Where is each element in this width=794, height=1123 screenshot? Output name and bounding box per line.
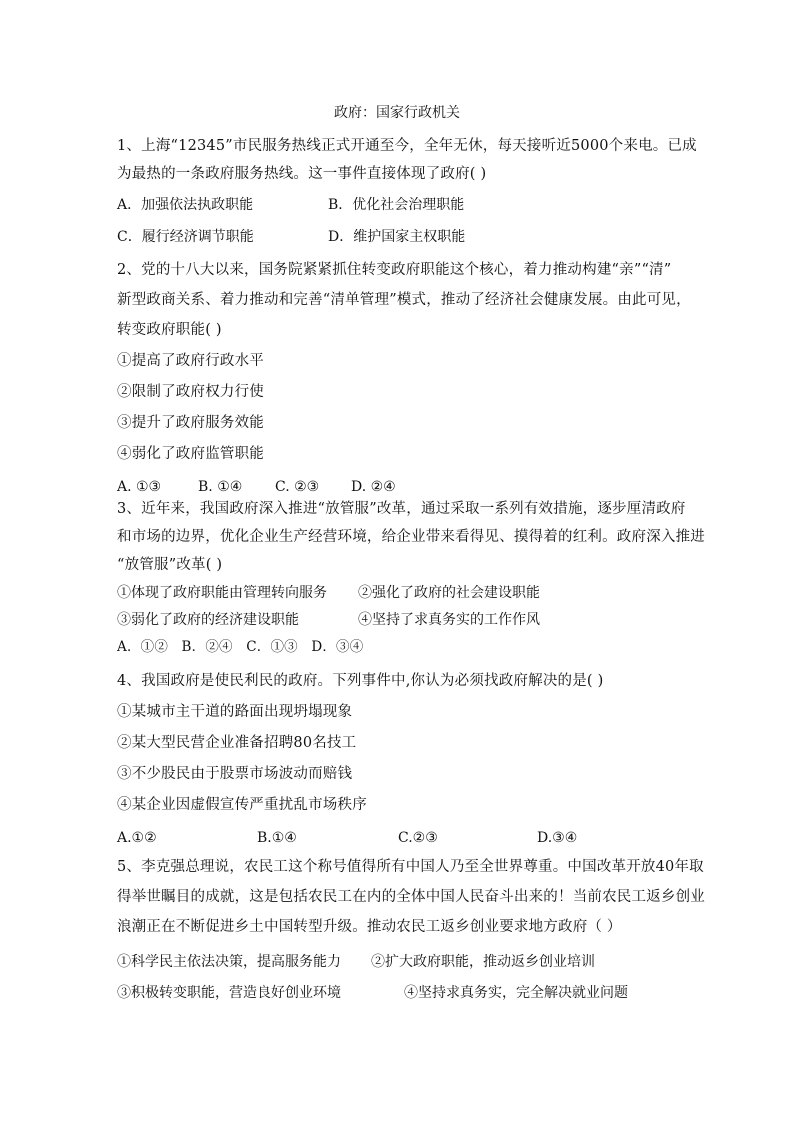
q1-option-a: A．加强依法执政职能 — [117, 197, 254, 213]
q5-item-2: ②扩大政府职能，推动返乡创业培训 — [371, 954, 595, 970]
q4-item-4: ④某企业因虚假宣传严重扰乱市场秩序 — [117, 797, 367, 813]
q1-stem-line-1: 1、上海“12345”市民服务热线正式开通至今，全年无休，每天接听近5000个来电。已成 — [117, 138, 697, 154]
q2-item-1: ①提高了政府行政水平 — [117, 353, 264, 369]
q2-stem-line-2: 新型政商关系、着力推动和完善“清单管理”模式，推动了经济社会健康发展。由此可见， — [117, 292, 691, 308]
q2-stem-line-1: 2、党的十八大以来，国务院紧紧抓住转变政府职能这个核心，着力推动构建“亲”“清” — [117, 262, 672, 278]
q3-item-4: ④坚持了求真务实的工作作风 — [358, 612, 540, 628]
q2-item-3: ③提升了政府服务效能 — [117, 415, 264, 431]
q5-item-3: ③积极转变职能，营造良好创业环境 — [117, 985, 341, 1001]
q1-option-c: C．履行经济调节职能 — [117, 229, 254, 245]
q4-option-b: B.①④ — [257, 830, 297, 846]
page-title: 政府：国家行政机关 — [334, 105, 460, 121]
q4-stem: 4、我国政府是使民利民的政府。下列事件中,你认为必须找政府解决的是( ) — [117, 673, 604, 689]
q3-options: A．①② B．②④ C．①③ D．③④ — [117, 639, 364, 655]
q3-stem-line-2: 和市场的边界，优化企业生产经营环境，给企业带来看得见、摸得着的红利。政府深入推进 — [117, 529, 705, 545]
q5-item-1: ①科学民主依法决策，提高服务能力 — [117, 954, 341, 970]
q4-option-d: D.③④ — [537, 830, 578, 846]
q5-stem-line-1: 5、李克强总理说，农民工这个称号值得所有中国人乃至全世界尊重。中国改革开放40年取 — [117, 859, 704, 875]
q2-item-2: ②限制了政府权力行使 — [117, 384, 264, 400]
q4-option-c: C.②③ — [398, 830, 438, 846]
q4-item-3: ③不少股民由于股票市场波动而赔钱 — [117, 766, 353, 782]
q2-option-a: A. ①③ — [117, 479, 162, 495]
q4-item-2: ②某大型民营企业准备招聘80名技工 — [117, 735, 357, 751]
q1-option-b: B．优化社会治理职能 — [328, 197, 465, 213]
q3-item-2: ②强化了政府的社会建设职能 — [358, 585, 540, 601]
q3-stem-line-1: 3、近年来，我国政府深入推进“放管服”改革，通过采取一系列有效措施，逐步厘清政府 — [117, 501, 686, 517]
q3-item-3: ③弱化了政府的经济建设职能 — [117, 612, 299, 628]
q4-option-a: A.①② — [117, 830, 157, 846]
q2-item-4: ④弱化了政府监管职能 — [117, 446, 264, 462]
q1-stem-line-2: 为最热的一条政府服务热线。这一事件直接体现了政府( ) — [117, 166, 487, 182]
q2-stem-line-3: 转变政府职能( ) — [117, 322, 222, 338]
q5-stem-line-2: 得举世瞩目的成就，这是包括农民工在内的全体中国人民奋斗出来的！当前农民工返乡创业 — [117, 889, 705, 905]
q2-option-d: D. ②④ — [351, 479, 396, 495]
q2-option-c: C. ②③ — [275, 479, 320, 495]
q1-option-d: D．维护国家主权职能 — [328, 229, 466, 245]
q3-stem-line-3: “放管服”改革( ) — [117, 557, 223, 573]
q3-item-1: ①体现了政府职能由管理转向服务 — [117, 585, 327, 601]
q4-item-1: ①某城市主干道的路面出现坍塌现象 — [117, 704, 353, 720]
q5-item-4: ④坚持求真务实，完全解决就业问题 — [404, 985, 628, 1001]
q5-stem-line-3: 浪潮正在不断促进乡土中国转型升级。推动农民工返乡创业要求地方政府（ ） — [117, 919, 622, 935]
q2-option-b: B. ①④ — [198, 479, 243, 495]
